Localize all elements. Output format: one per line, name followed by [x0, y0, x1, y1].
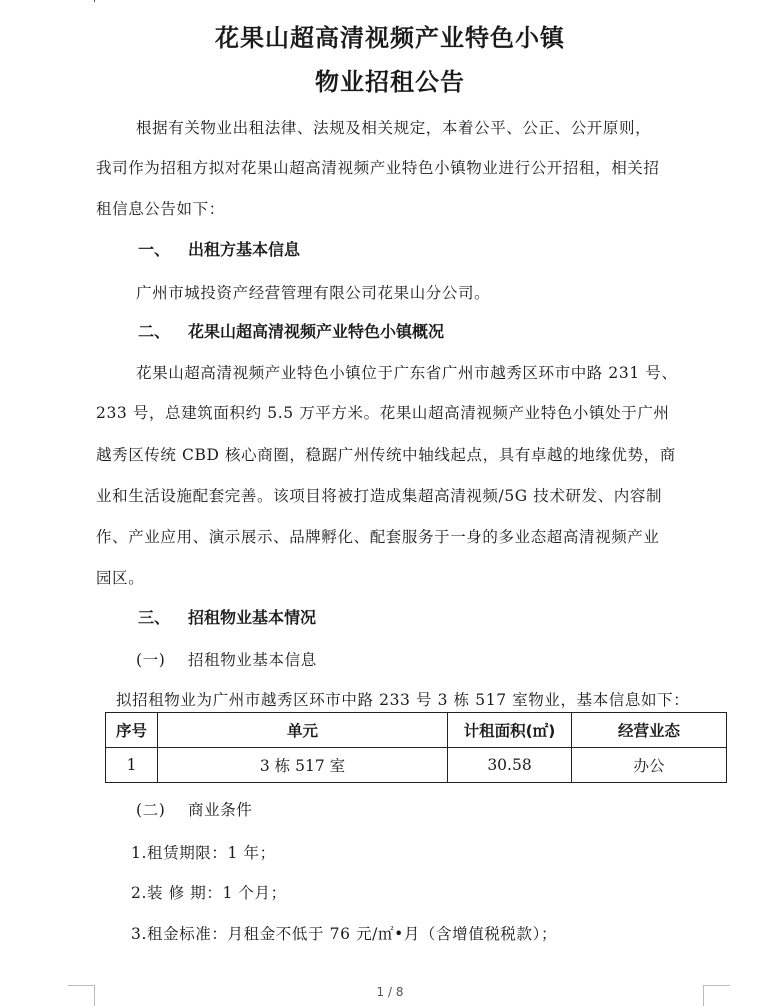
subsection1-number: (一)	[136, 651, 166, 669]
section2-line-6: 园区。	[96, 569, 145, 587]
property-intro: 拟招租物业为广州市越秀区环市中路 233 号 3 栋 517 室物业，基本信息如下：	[116, 691, 690, 709]
intro-line-3: 租信息公告如下：	[96, 200, 225, 218]
section1-number: 一、	[138, 240, 171, 259]
section2-number: 二、	[138, 322, 171, 341]
intro-line-2: 我司作为招租方拟对花果山超高清视频产业特色小镇物业进行公开招租，相关招	[96, 159, 660, 177]
section2-line-5: 作、产业应用、演示展示、品牌孵化、配套服务于一身的多业态超高清视频产业	[96, 528, 660, 546]
table-header-cell: 计租面积(㎡)	[448, 713, 572, 748]
table-header-cell: 序号	[106, 713, 158, 748]
page-number: 1 / 8	[376, 985, 404, 999]
table-cell: 3 栋 517 室	[158, 748, 448, 783]
section2-line-4: 业和生活设施配套完善。该项目将被打造成集超高清视频/5G 技术研发、内容制	[96, 487, 663, 505]
subsection2-label: 商业条件	[188, 801, 253, 819]
section2-line-3: 越秀区传统 CBD 核心商圈，稳踞广州传统中轴线起点，具有卓越的地缘优势，商	[96, 446, 676, 464]
condition-2: 2.装 修 期：1 个月；	[131, 884, 287, 902]
section2-line-1: 花果山超高清视频产业特色小镇位于广东省广州市越秀区环市中路 231 号、	[136, 364, 678, 382]
doc-title-line1: 花果山超高清视频产业特色小镇	[215, 24, 565, 52]
condition-1: 1.租赁期限：1 年；	[131, 844, 276, 862]
section2-heading: 花果山超高清视频产业特色小镇概况	[188, 322, 445, 341]
subsection1-label: 招租物业基本信息	[188, 651, 317, 669]
doc-title-line2: 物业招租公告	[315, 68, 465, 96]
table-row	[106, 748, 727, 783]
section3-heading: 招租物业基本情况	[188, 608, 317, 627]
table-header-row	[106, 713, 727, 748]
table-cell: 办公	[572, 748, 727, 783]
section2-line-2: 233 号，总建筑面积约 5.5 万平方米。花果山超高清视频产业特色小镇处于广州	[96, 404, 670, 422]
condition-3: 3.租金标准：月租金不低于 76 元/㎡•月（含增值税税款）；	[131, 925, 558, 943]
table-header-cell: 单元	[158, 713, 448, 748]
section3-number: 三、	[138, 608, 171, 627]
section1-heading: 出租方基本信息	[188, 240, 301, 259]
table-cell: 30.58	[448, 748, 572, 783]
intro-line-1: 根据有关物业出租法律、法规及相关规定，本着公平、公正、公开原则，	[136, 119, 652, 137]
crop-mark-top	[82, 0, 95, 2]
table-header-cell: 经营业态	[572, 713, 727, 748]
section1-body: 广州市城投资产经营管理有限公司花果山分公司。	[136, 284, 491, 302]
table-cell: 1	[106, 748, 158, 783]
subsection2-number: (二)	[136, 801, 166, 819]
property-table	[105, 712, 727, 783]
